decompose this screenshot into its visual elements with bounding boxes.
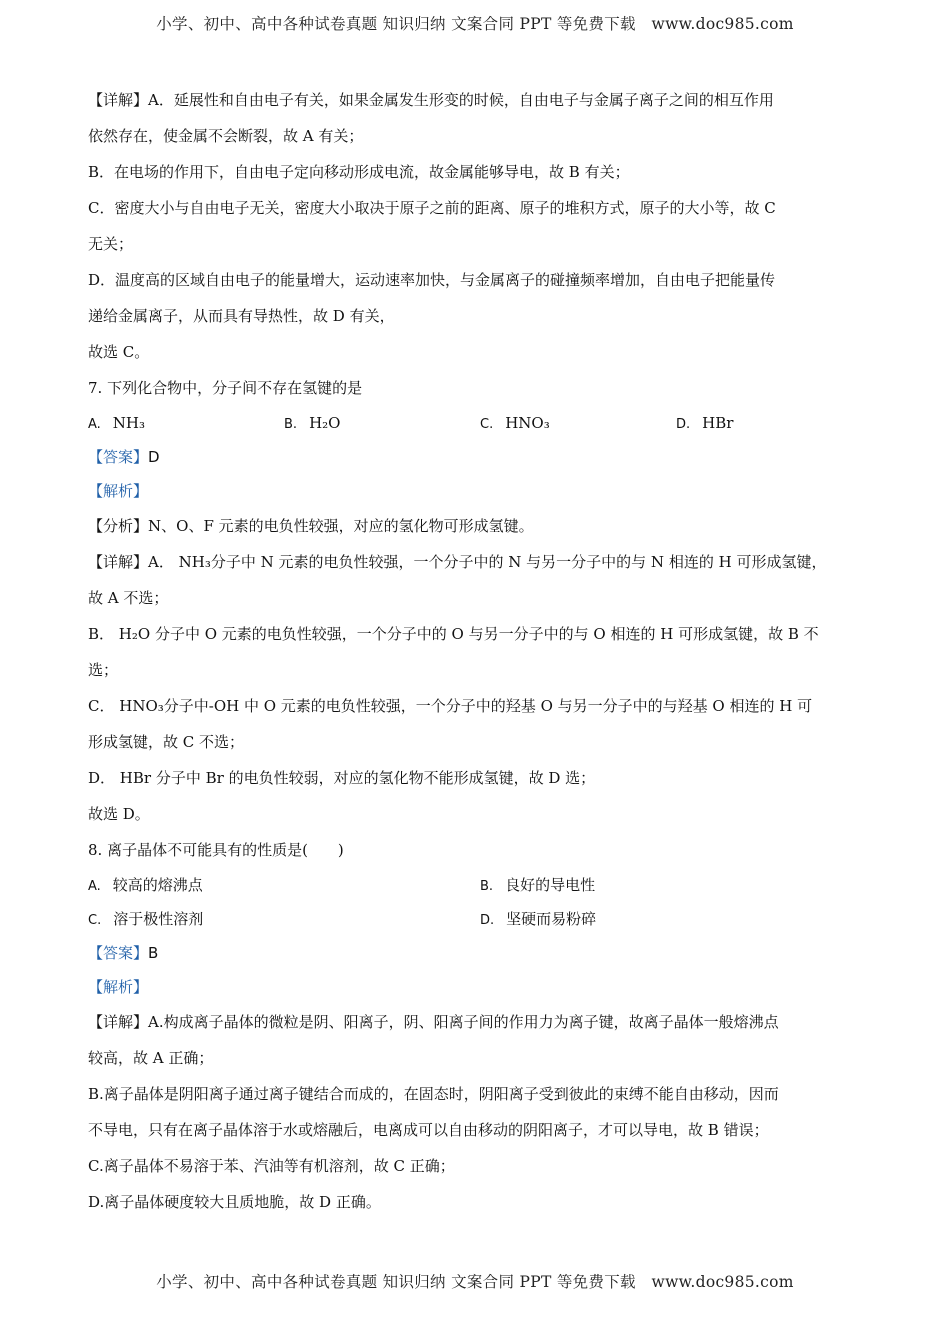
q8-answer: 【答案】B [88,944,159,962]
q6-conclusion: 故选 C。 [88,343,150,361]
q6-detail-line-1: 【详解】A．延展性和自由电子有关，如果金属发生形变的时候，自由电子与金属子离子之间的相互作用 [88,91,774,109]
q8-detail-line-2: 较高，故 A 正确； [88,1049,214,1067]
q8-option-a: A. 较高的熔沸点 [88,876,203,894]
q7-detail-line-4: 选； [88,661,119,679]
q8-analysis-tag: 【解析】 [88,978,149,996]
q7-detail-line-6: 形成氢键，故 C 不选； [88,733,245,751]
q8-detail-line-5: C.离子晶体不易溶于苯、汽油等有机溶剂，故 C 正确； [88,1157,455,1175]
q7-options [88,406,874,440]
q7-detail-line-2: 故 A 不选； [88,589,169,607]
page-footer: 小学、初中、高中各种试卷真题 知识归纳 文案合同 PPT 等免费下载 www.doc985.com [156,1273,794,1291]
q7-analysis: 【分析】N、O、F 元素的电负性较强，对应的氢化物可形成氢键。 [88,517,534,535]
q7-detail-line-5: C． HNO₃分子中-OH 中 O 元素的电负性较强，一个分子中的羟基 O 与另一分子中的与羟基 O 相连的 H 可 [88,697,813,715]
q7-detail-line-7: D． HBr 分子中 Br 的电负性较弱，对应的氢化物不能形成氢键，故 D 选； [88,769,596,787]
q8-detail-line-4: 不导电，只有在离子晶体溶于水或熔融后，电离成可以自由移动的阴阳离子，才可以导电，故 B 错误； [88,1121,769,1139]
q6-detail-line-2: 依然存在，使金属不会断裂，故 A 有关； [88,127,364,145]
q6-detail-line-3: B．在电场的作用下，自由电子定向移动形成电流，故金属能够导电，故 B 有关； [88,163,630,181]
q7-detail-line-3: B． H₂O 分子中 O 元素的电负性较强，一个分子中的 O 与另一分子中的与 O 相连的 H 可形成氢键，故 B 不 [88,625,819,643]
q7-analysis-tag: 【解析】 [88,482,149,500]
q8-options-row-1 [88,868,874,902]
q7-option-c: C. HNO₃ [480,414,550,432]
q6-detail-line-7: 递给金属离子，从而具有导热性，故 D 有关， [88,307,395,325]
q7-stem: 7. 下列化合物中，分子间不存在氢键的是 [88,379,363,397]
q7-option-d: D. HBr [676,414,734,432]
q7-conclusion: 故选 D。 [88,805,150,823]
page-header: 小学、初中、高中各种试卷真题 知识归纳 文案合同 PPT 等免费下载 www.doc985.com [156,15,794,33]
q8-detail-line-1: 【详解】A.构成离子晶体的微粒是阴、阳离子，阴、阳离子间的作用力为离子键，故离子晶体一般熔沸点 [88,1013,779,1031]
q6-detail-line-5: 无关； [88,235,134,253]
q7-answer: 【答案】D [88,448,160,466]
q7-detail-line-1: 【详解】A． NH₃分子中 N 元素的电负性较强，一个分子中的 N 与另一分子中的与 N 相连的 H 可形成氢键， [88,553,827,571]
q8-detail-line-3: B.离子晶体是阴阳离子通过离子键结合而成的，在固态时，阴阳离子受到彼此的束缚不能自由移动，因而 [88,1085,779,1103]
q7-option-a: A. NH₃ [88,414,146,432]
q8-options-row-2 [88,902,874,936]
q6-detail-line-6: D．温度高的区域自由电子的能量增大，运动速率加快，与金属离子的碰撞频率增加，自由电子把能量传 [88,271,776,289]
q8-detail-line-6: D.离子晶体硬度较大且质地脆，故 D 正确。 [88,1193,381,1211]
q7-option-b: B. H₂O [284,414,341,432]
document-body [88,82,874,1220]
q8-stem: 8. 离子晶体不可能具有的性质是( ) [88,841,344,859]
q8-option-c: C. 溶于极性溶剂 [88,910,204,928]
q6-detail-line-4: C．密度大小与自由电子无关，密度大小取决于原子之前的距离、原子的堆积方式，原子的大小等，故 C [88,199,776,217]
q8-option-d: D. 坚硬而易粉碎 [480,910,597,928]
q8-option-b: B. 良好的导电性 [480,876,596,894]
